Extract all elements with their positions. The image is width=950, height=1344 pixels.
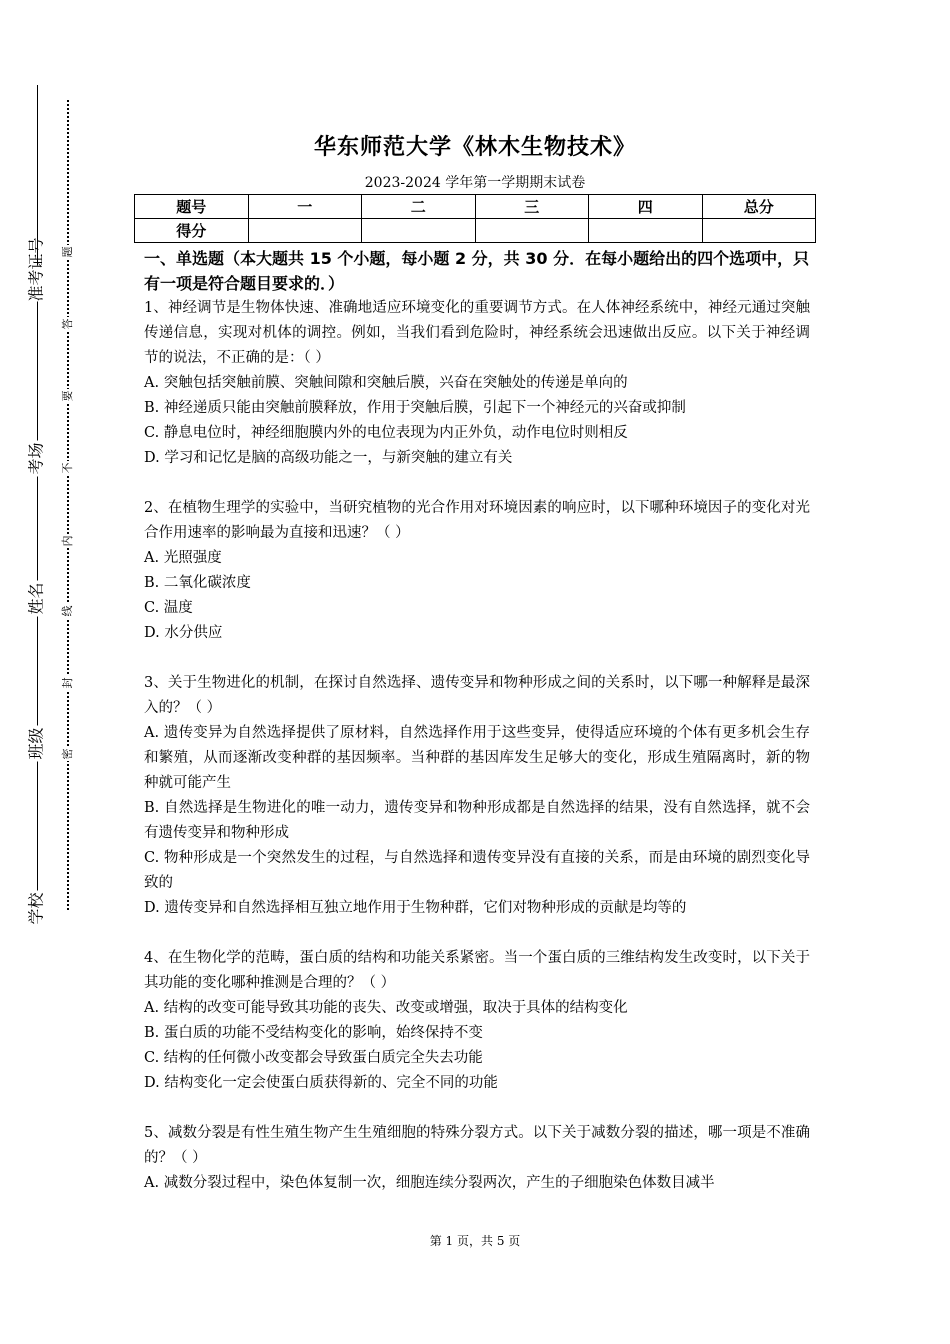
seal-char: 内 <box>61 535 74 547</box>
question-4 <box>144 946 810 1096</box>
score-cell <box>589 219 703 243</box>
exam-subtitle: 2023-2024 学年第一学期期末试卷 <box>364 175 586 191</box>
option-c: C. 物种形成是一个突然发生的过程，与自然选择和遗传变异没有直接的关系，而是由环境的剧烈变化导致的 <box>144 850 810 891</box>
option-a: A. 突触包括突触前膜、突触间隙和突触后膜，兴奋在突触处的传递是单向的 <box>144 375 628 391</box>
exam-content <box>144 246 810 1196</box>
score-value-row <box>135 219 816 243</box>
seal-char: 线 <box>61 605 74 617</box>
option-b: B. 二氧化碳浓度 <box>144 575 251 591</box>
class-label: 班级 <box>26 727 46 760</box>
score-cell <box>702 219 816 243</box>
option-c: C. 温度 <box>144 600 193 616</box>
option-d: D. 学习和记忆是脑的高级功能之一，与新突触的建立有关 <box>144 450 513 466</box>
option-a: A. 遗传变异为自然选择提供了原材料，自然选择作用于这些变异，使得适应环境的个体有更多机会生存和繁殖，从而逐渐改变种群的基因频率。当种群的基因库发生足够大的变化，形成生殖隔离时，新的物种就可能产生 <box>144 725 810 791</box>
seal-char: 不 <box>61 462 74 474</box>
question-2 <box>144 496 810 646</box>
exam-title: 华东师范大学《林木生物技术》 <box>313 135 636 160</box>
binding-line <box>37 85 38 925</box>
name-label: 姓名 <box>26 582 46 615</box>
option-b: B. 蛋白质的功能不受结构变化的影响，始终保持不变 <box>144 1025 483 1041</box>
option-d: D. 结构变化一定会使蛋白质获得新的、完全不同的功能 <box>144 1075 498 1091</box>
option-c: C. 结构的任何微小改变都会导致蛋白质完全失去功能 <box>144 1050 483 1066</box>
option-a: A. 减数分裂过程中，染色体复制一次，细胞连续分裂两次，产生的子细胞染色体数目减半 <box>144 1175 715 1191</box>
score-cell: 总分 <box>702 195 816 219</box>
score-cell <box>362 219 476 243</box>
seal-char: 封 <box>61 677 74 689</box>
seal-char: 要 <box>61 390 74 402</box>
exam-room-label: 考场 <box>26 442 46 475</box>
seal-char: 题 <box>61 246 74 258</box>
question-stem: 2、在植物生理学的实验中，当研究植物的光合作用对环境因素的响应时，以下哪种环境因子的变化对光合作用速率的影响最为直接和迅速？（ ） <box>144 500 810 541</box>
score-cell: 二 <box>362 195 476 219</box>
question-stem: 3、关于生物进化的机制，在探讨自然选择、遗传变异和物种形成之间的关系时，以下哪一种解释是最深入的？（ ） <box>144 675 810 716</box>
question-stem: 4、在生物化学的范畴，蛋白质的结构和功能关系紧密。当一个蛋白质的三维结构发生改变时，以下关于其功能的变化哪种推测是合理的？（ ） <box>144 950 810 991</box>
seal-char: 密 <box>61 748 74 760</box>
exam-id-label: 准考证号 <box>26 237 46 302</box>
school-label: 学校 <box>26 892 46 925</box>
option-b: B. 自然选择是生物进化的唯一动力，遗传变异和物种形成都是自然选择的结果，没有自然选择，就不会有遗传变异和物种形成 <box>144 800 810 841</box>
question-stem: 1、神经调节是生物体快速、准确地适应环境变化的重要调节方式。在人体神经系统中，神经元通过突触传递信息，实现对机体的调控。例如，当我们看到危险时，神经系统会迅速做出反应。以下关于神经调节的说法，不正确的是：（ ） <box>144 300 810 366</box>
option-d: D. 水分供应 <box>144 625 223 641</box>
score-header-row <box>135 195 816 219</box>
score-cell: 得分 <box>135 219 249 243</box>
score-table <box>134 194 816 243</box>
seal-char: 答 <box>61 318 74 330</box>
seal-dotted-line <box>67 100 69 910</box>
option-b: B. 神经递质只能由突触前膜释放，作用于突触后膜，引起下一个神经元的兴奋或抑制 <box>144 400 686 416</box>
option-a: A. 光照强度 <box>144 550 222 566</box>
section-heading: 一、单选题（本大题共 15 个小题，每小题 2 分，共 30 分．在每小题给出的四个选项中，只有一项是符合题目要求的．） <box>144 249 810 293</box>
question-3 <box>144 671 810 921</box>
question-stem: 5、减数分裂是有性生殖生物产生生殖细胞的特殊分裂方式。以下关于减数分裂的描述，哪一项是不准确的？（ ） <box>144 1125 810 1166</box>
option-c: C. 静息电位时，神经细胞膜内外的电位表现为内正外负，动作电位时则相反 <box>144 425 628 441</box>
option-a: A. 结构的改变可能导致其功能的丧失、改变或增强，取决于具体的结构变化 <box>144 1000 628 1016</box>
score-cell: 三 <box>475 195 589 219</box>
score-cell: 题号 <box>135 195 249 219</box>
score-cell <box>475 219 589 243</box>
question-1 <box>144 296 810 471</box>
score-cell: 四 <box>589 195 703 219</box>
question-5 <box>144 1121 810 1196</box>
page-number: 第 1 页，共 5 页 <box>429 1234 521 1248</box>
score-cell <box>248 219 362 243</box>
score-cell: 一 <box>248 195 362 219</box>
option-d: D. 遗传变异和自然选择相互独立地作用于生物种群，它们对物种形成的贡献是均等的 <box>144 900 687 916</box>
